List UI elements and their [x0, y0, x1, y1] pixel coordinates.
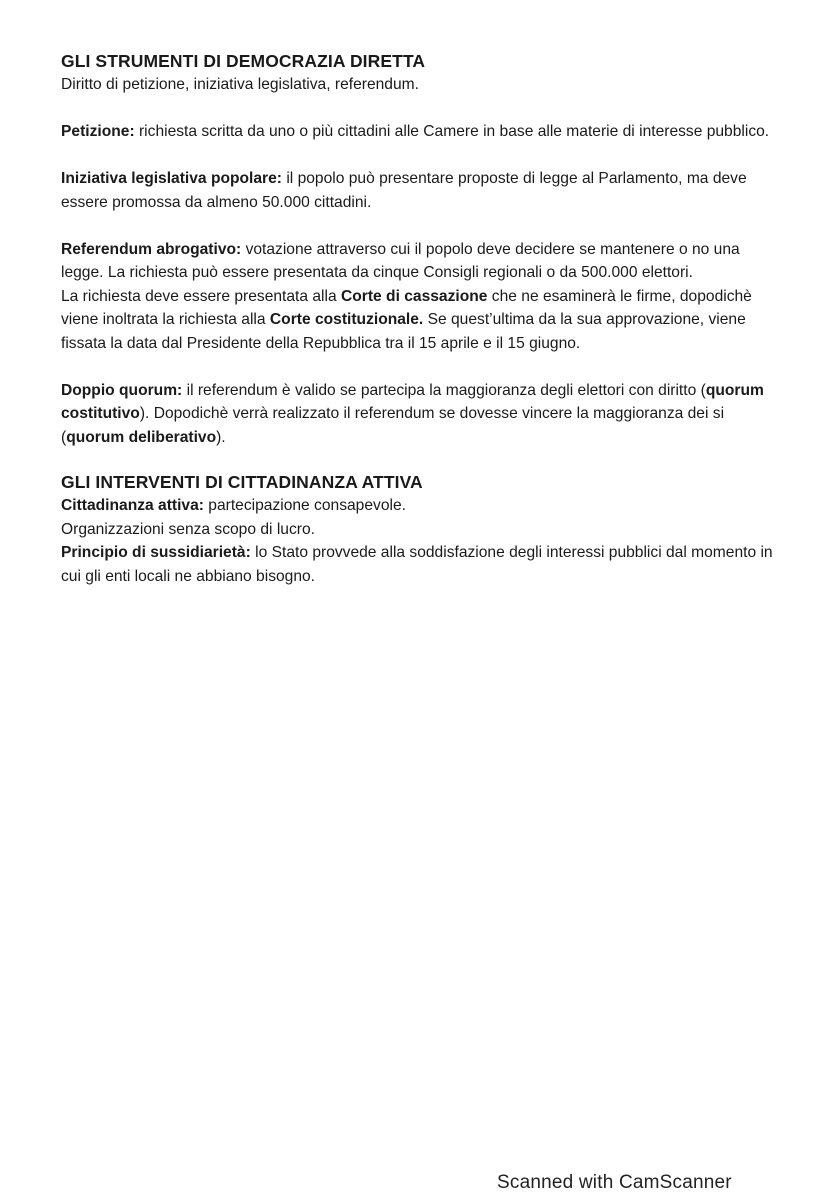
term-quorum-deliberativo: quorum deliberativo — [66, 428, 217, 446]
text-quorum-3: ). — [216, 428, 226, 446]
text-petizione: richiesta scritta da uno o più cittadini alle Camere in base alle materie di interesse pubblico. — [134, 123, 770, 140]
term-corte-costituzionale: Corte costituzionale. — [269, 311, 424, 328]
paragraph-referendum-cont — [61, 285, 781, 356]
text-sussidiarieta: lo Stato provvede alla soddisfazione degli interessi pubblici dal momento in cui gli enti locali ne abbiano bisogno. — [61, 544, 773, 585]
term-iniziativa: Iniziativa legislativa popolare: — [61, 170, 282, 187]
paragraph-organizzazioni: Organizzazioni senza scopo di lucro. — [61, 520, 315, 538]
section-subtitle: Diritto di petizione, iniziativa legislativa, referendum. — [61, 76, 419, 93]
paragraph-sussidiarieta — [61, 541, 781, 588]
paragraph-cittadinanza — [61, 494, 781, 518]
term-doppio-quorum: Doppio quorum: — [61, 381, 183, 399]
paragraph-referendum — [61, 238, 781, 285]
text-referendum-3: che ne esaminerà le firme, dopodichè viene inoltrata la richiesta alla — [61, 287, 752, 328]
text-quorum-1: il referendum è valido se partecipa la maggioranza degli elettori con diritto ( — [182, 381, 706, 399]
text-cittadinanza: partecipazione consapevole. — [203, 497, 406, 514]
section-title-democrazia-diretta: GLI STRUMENTI DI DEMOCRAZIA DIRETTA — [61, 51, 426, 71]
term-petizione: Petizione: — [61, 123, 135, 140]
paragraph-petizione — [61, 120, 781, 144]
paragraph-iniziativa — [61, 167, 781, 214]
text-referendum-2: La richiesta deve essere presentata alla — [61, 287, 341, 305]
scanner-watermark: Scanned with CamScanner — [497, 1172, 732, 1193]
term-referendum: Referendum abrogativo: — [61, 240, 242, 258]
text-referendum-1: votazione attraverso cui il popolo deve decidere se mantenere o no una legge. La richiesta può essere presentata da cinque Consigli regionali o da 500.000 elettori. — [61, 240, 740, 281]
term-quorum-costitutivo: quorum costitutivo — [61, 381, 764, 422]
section-title-cittadinanza-attiva: GLI INTERVENTI DI CITTADINANZA ATTIVA — [61, 472, 423, 492]
text-quorum-2: ). Dopodichè verrà realizzato il referendum se dovesse vincere la maggioranza dei si ( — [61, 405, 725, 446]
text-referendum-4: Se quest’ultima da la sua approvazione, viene fissata la data dal Presidente della Repubblica tra il 15 aprile e il 15 giugno. — [61, 311, 746, 352]
document-page — [61, 50, 781, 588]
paragraph-quorum — [61, 379, 781, 450]
term-cittadinanza-attiva: Cittadinanza attiva: — [61, 497, 204, 514]
text-iniziativa: il popolo può presentare proposte di legge al Parlamento, ma deve essere promossa da almeno 50.000 cittadini. — [61, 170, 747, 211]
term-sussidiarieta: Principio di sussidiarietà: — [61, 544, 251, 561]
term-corte-cassazione: Corte di cassazione — [341, 287, 488, 305]
